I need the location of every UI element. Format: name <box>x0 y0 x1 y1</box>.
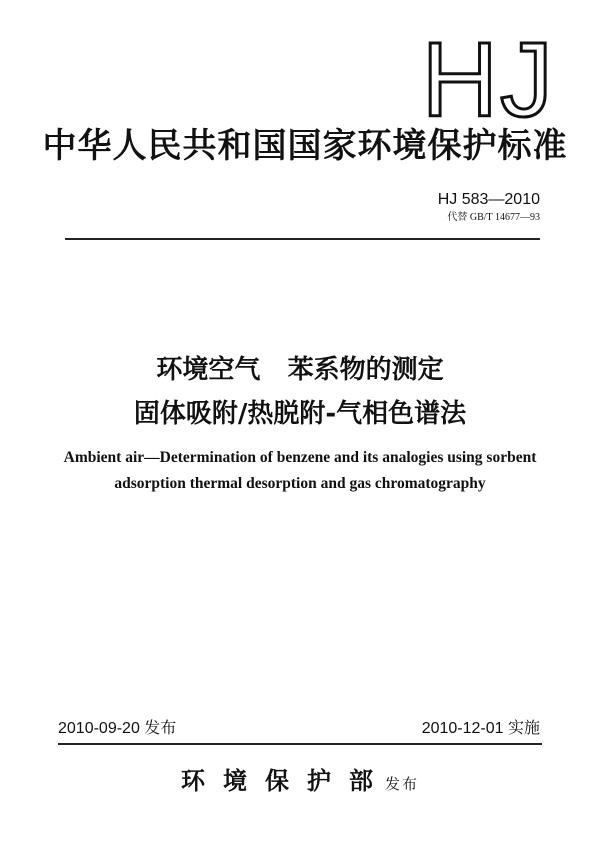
title-chinese-line-1: 环境空气 苯系物的测定 <box>156 355 444 385</box>
replaces-standard: 代替 GB/T 14677—93 <box>447 212 540 223</box>
title-english-line-1: Ambient air—Determination of benzene and its analogies using sorbent <box>63 449 537 466</box>
header-divider <box>65 238 540 240</box>
title-english-line-2: adsorption thermal desorption and gas chromatography <box>114 475 486 492</box>
title-chinese-line-2: 固体吸附/热脱附-气相色谱法 <box>133 399 467 429</box>
publisher-action: 发布 <box>384 775 419 793</box>
organization-title: 中华人民共和国国家环境保护标准 <box>42 126 568 166</box>
implementation-date: 2010-12-01 实施 <box>421 720 540 737</box>
standard-number: HJ 583—2010 <box>437 191 540 208</box>
publisher-name: 环境保护部 <box>180 766 391 795</box>
hj-logo: HJ <box>421 21 555 139</box>
publisher-line <box>100 764 500 801</box>
footer-divider <box>58 743 542 745</box>
issue-date: 2010-09-20 发布 <box>58 720 177 737</box>
